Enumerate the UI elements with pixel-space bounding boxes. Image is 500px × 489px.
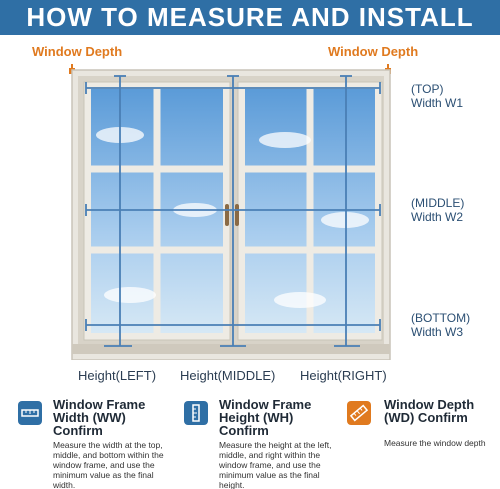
- info-depth-title: Window Depth (WD) Confirm: [384, 397, 475, 425]
- info-depth-confirm: [347, 398, 497, 488]
- ruler-horizontal-icon: [18, 401, 42, 425]
- ruler-vertical-icon: [184, 401, 208, 425]
- window-depth-label-left: Window Depth: [32, 44, 123, 59]
- info-height-title: Window Frame Height (WH) Confirm: [219, 397, 312, 438]
- info-height-description: Measure the height at the left, middle, and right within the window frame, and use the minimum value as the final height.: [219, 440, 332, 489]
- window-depth-label-right: Window Depth: [328, 44, 419, 59]
- info-depth-description: Measure the window depth: [384, 438, 486, 448]
- width-bottom-label: (BOTTOM) Width W3: [411, 311, 471, 339]
- page-title: HOW TO MEASURE AND INSTALL: [26, 2, 474, 32]
- info-width-description: Measure the width at the top, middle, and bottom within the window frame, and use the minimum value as the final width.: [53, 440, 164, 489]
- height-left-label: Height(LEFT): [78, 368, 157, 383]
- width-middle-label: (MIDDLE) Width W2: [411, 196, 465, 224]
- info-width-title: Window Frame Width (WW) Confirm: [53, 397, 146, 438]
- header-banner: [0, 0, 500, 35]
- width-top-label: (TOP) Width W1: [411, 82, 464, 110]
- info-height-confirm: [184, 398, 344, 488]
- height-middle-label: Height(MIDDLE): [180, 368, 276, 383]
- tape-measure-icon: [347, 401, 371, 425]
- info-width-confirm: [18, 398, 178, 488]
- height-right-label: Height(RIGHT): [300, 368, 387, 383]
